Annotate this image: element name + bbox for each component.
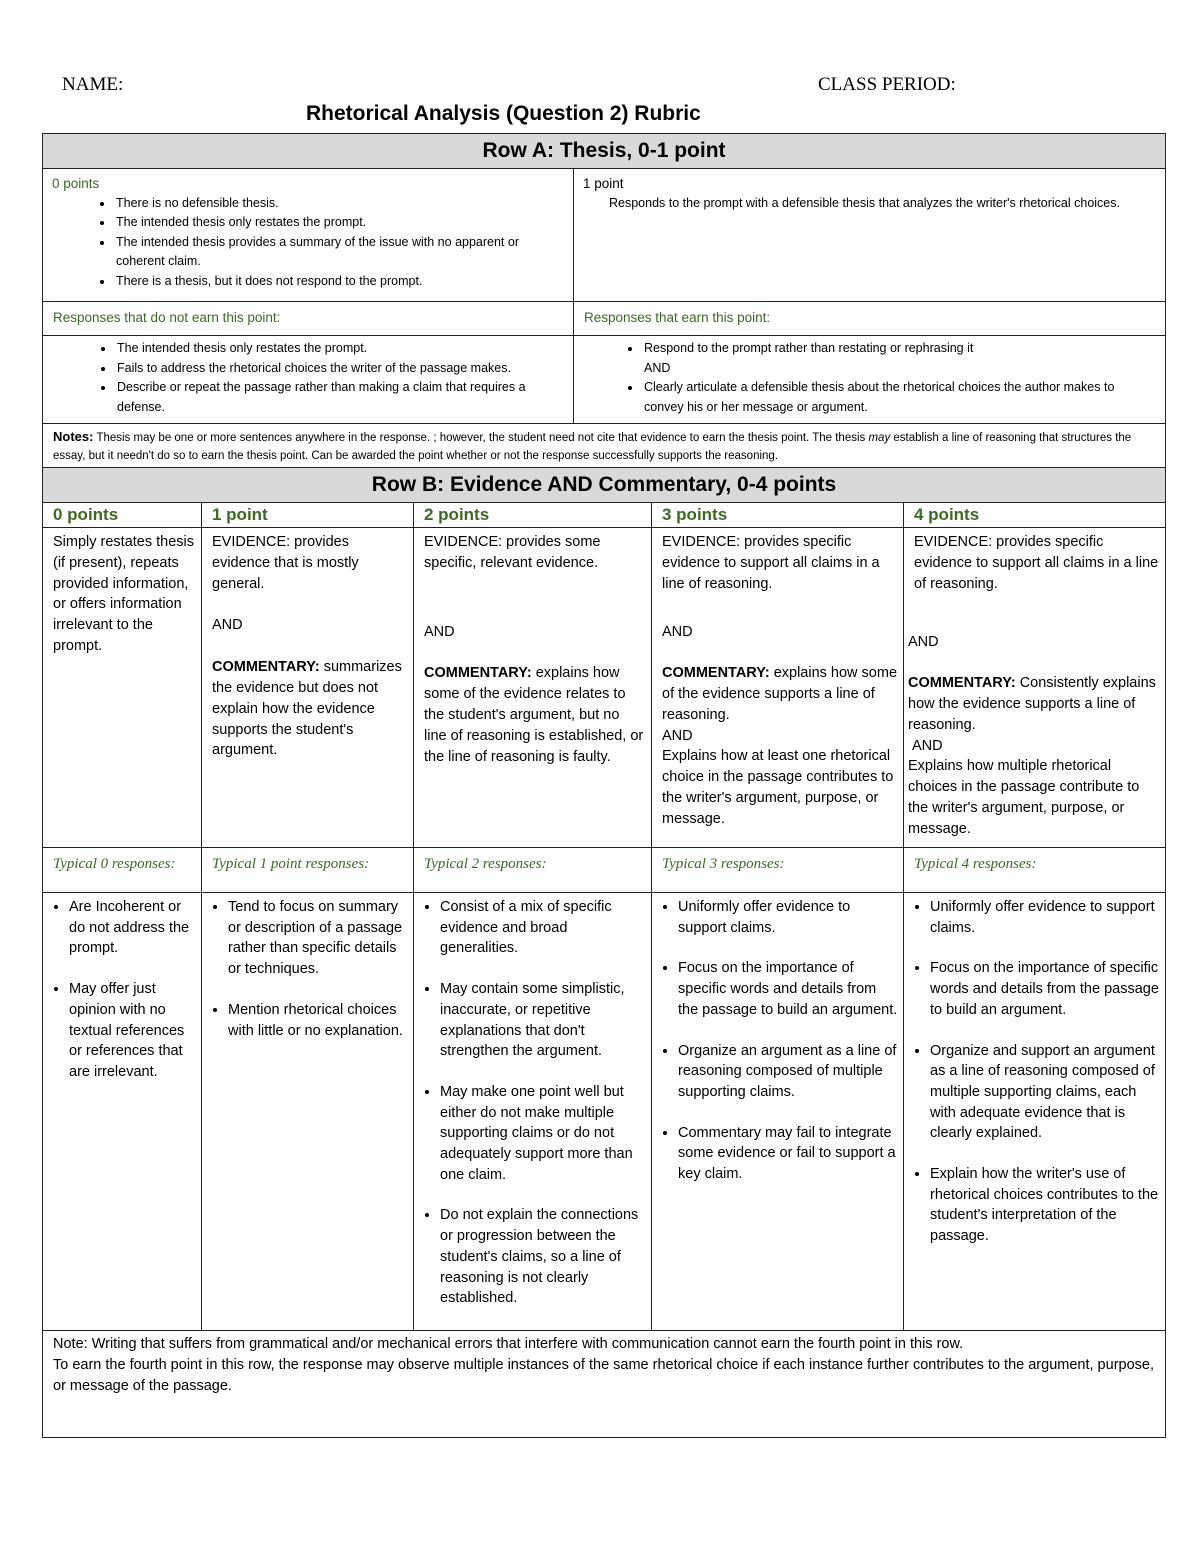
zero-points-heading: 0 points — [52, 176, 100, 191]
list-item: • The intended thesis provides a summary of the issue with no apparent or coherent claim. — [114, 233, 565, 272]
descriptor-1: EVIDENCE: provides evidence that is mostly general. AND COMMENTARY: summarizes the evidence but does not explain how the evidence supports the student's argument. — [202, 528, 414, 848]
row-a-zero-cell — [43, 169, 574, 302]
list-item: • Fails to address the rhetorical choices the writer of the passage makes. — [115, 359, 571, 379]
row-a-table — [42, 133, 1166, 468]
list-item: • May make one point well but either do not make multiple supporting claims or do not adequately support more than one claim. — [440, 1082, 647, 1186]
list-item: • May contain some simplistic, inaccurate, or repetitive explanations that don't strengthen the argument. — [440, 979, 647, 1062]
earn-label: Responses that earn this point: — [574, 302, 1166, 336]
list-item: • Do not explain the connections or progression between the student's claims, so a line of reasoning is not clearly established. — [440, 1205, 647, 1309]
descriptor-3: EVIDENCE: provides specific evidence to support all claims in a line of reasoning. AND COMMENTARY: explains how some of the evidence supports a line of reasoning. AND Explains how at least one rhetorical choice in the passage contributes to the writer's argument, purpose, or message. — [652, 528, 904, 848]
class-period-label: CLASS PERIOD: — [818, 74, 956, 95]
name-label: NAME: — [62, 74, 124, 95]
points-header: 4 points — [904, 503, 1166, 528]
typical-list-2 — [414, 893, 652, 1331]
list-item: • May offer just opinion with no textual references or references that are irrelevant. — [69, 979, 197, 1083]
list-item: • Describe or repeat the passage rather than making a claim that requires a defense. — [115, 378, 571, 417]
list-item: • Explain how the writer's use of rhetorical choices contributes to the student's interpretation of the passage. — [930, 1164, 1161, 1247]
typical-list-0 — [43, 893, 202, 1331]
list-item: • Commentary may fail to integrate some evidence or fail to support a key claim. — [678, 1123, 899, 1185]
points-header: 3 points — [652, 503, 904, 528]
list-item: • Are Incoherent or do not address the prompt. — [69, 897, 197, 959]
list-item: • Uniformly offer evidence to support claims. — [678, 897, 899, 938]
row-a-notes: Notes: Thesis may be one or more sentences anywhere in the response. ; however, the student need not cite that evidence to earn the thesis point. The thesis may establish a line of reasoning that structures the essay, but it needn't do so to earn the thesis point. Can be awarded the point whether or not the response successfully supports the reasoning. — [43, 424, 1166, 468]
row-a-title: Row A: Thesis, 0-1 point — [43, 134, 1166, 169]
points-header: 2 points — [414, 503, 652, 528]
descriptor-2: EVIDENCE: provides some specific, relevant evidence. AND COMMENTARY: explains how some of the evidence relates to the student's argument, but no line of reasoning is established, or the line of reasoning is faulty. — [414, 528, 652, 848]
list-item: • Focus on the importance of specific words and details from the passage to build an argument. — [930, 958, 1161, 1020]
typical-list-3 — [652, 893, 904, 1331]
descriptor-0: Simply restates thesis (if present), repeats provided information, or offers information irrelevant to the prompt. — [43, 528, 202, 848]
list-item: • Tend to focus on summary or description of a passage rather than specific details or techniques. — [228, 897, 409, 980]
typical-label: Typical 0 responses: — [43, 848, 202, 893]
list-item: • Organize an argument as a line of reasoning composed of multiple supporting claims. — [678, 1041, 899, 1103]
list-item: • Consist of a mix of specific evidence and broad generalities. — [440, 897, 647, 959]
list-item: • Mention rhetorical choices with little or no explanation. — [228, 1000, 409, 1041]
typical-label: Typical 1 point responses: — [202, 848, 414, 893]
typical-label: Typical 3 responses: — [652, 848, 904, 893]
earn-list — [584, 339, 1157, 417]
points-header: 0 points — [43, 503, 202, 528]
row-a-one-cell — [574, 169, 1166, 302]
not-earn-cell — [43, 336, 574, 424]
list-item: • Respond to the prompt rather than restating or rephrasing it AND — [642, 339, 1157, 378]
list-item: • Organize and support an argument as a line of reasoning composed of multiple supporting claims, each with adequate evidence that is clearly explained. — [930, 1041, 1161, 1145]
typical-list-1 — [202, 893, 414, 1331]
zero-points-list — [52, 194, 565, 292]
one-point-text: Responds to the prompt with a defensible thesis that analyzes the writer's rhetorical choices. — [609, 195, 1120, 210]
typical-label: Typical 4 responses: — [904, 848, 1166, 893]
list-item: • The intended thesis only restates the prompt. — [114, 213, 565, 233]
list-item: • Focus on the importance of specific words and details from the passage to build an argument. — [678, 958, 899, 1020]
earn-cell — [574, 336, 1166, 424]
list-item: • Uniformly offer evidence to support claims. — [930, 897, 1161, 938]
list-item: • Clearly articulate a defensible thesis about the rhetorical choices the author makes to convey his or her message or argument. — [642, 378, 1157, 417]
points-header: 1 point — [202, 503, 414, 528]
typical-list-4 — [904, 893, 1166, 1331]
row-b-note: Note: Writing that suffers from grammatical and/or mechanical errors that interfere with communication cannot earn the fourth point in this row. To earn the fourth point in this row, the response may observe multiple instances of the same rhetorical choice if each instance further contributes to the argument, purpose, or message of the passage. — [43, 1331, 1166, 1438]
page-title: Rhetorical Analysis (Question 2) Rubric — [306, 102, 701, 125]
row-b-table — [42, 467, 1166, 1438]
one-point-heading: 1 point — [583, 176, 624, 191]
typical-label: Typical 2 responses: — [414, 848, 652, 893]
list-item: • The intended thesis only restates the prompt. — [115, 339, 571, 359]
not-earn-list — [53, 339, 571, 417]
row-b-title: Row B: Evidence AND Commentary, 0-4 points — [43, 468, 1166, 503]
descriptor-4: EVIDENCE: provides specific evidence to support all claims in a line of reasoning. AND COMMENTARY: Consistently explains how the evidence supports a line of reasoning. AND Explains how multiple rhetorical choices in the passage contribute to the writer's argument, purpose, or message. — [904, 528, 1166, 848]
list-item: • There is a thesis, but it does not respond to the prompt. — [114, 272, 565, 292]
not-earn-label: Responses that do not earn this point: — [43, 302, 574, 336]
list-item: • There is no defensible thesis. — [114, 194, 565, 214]
